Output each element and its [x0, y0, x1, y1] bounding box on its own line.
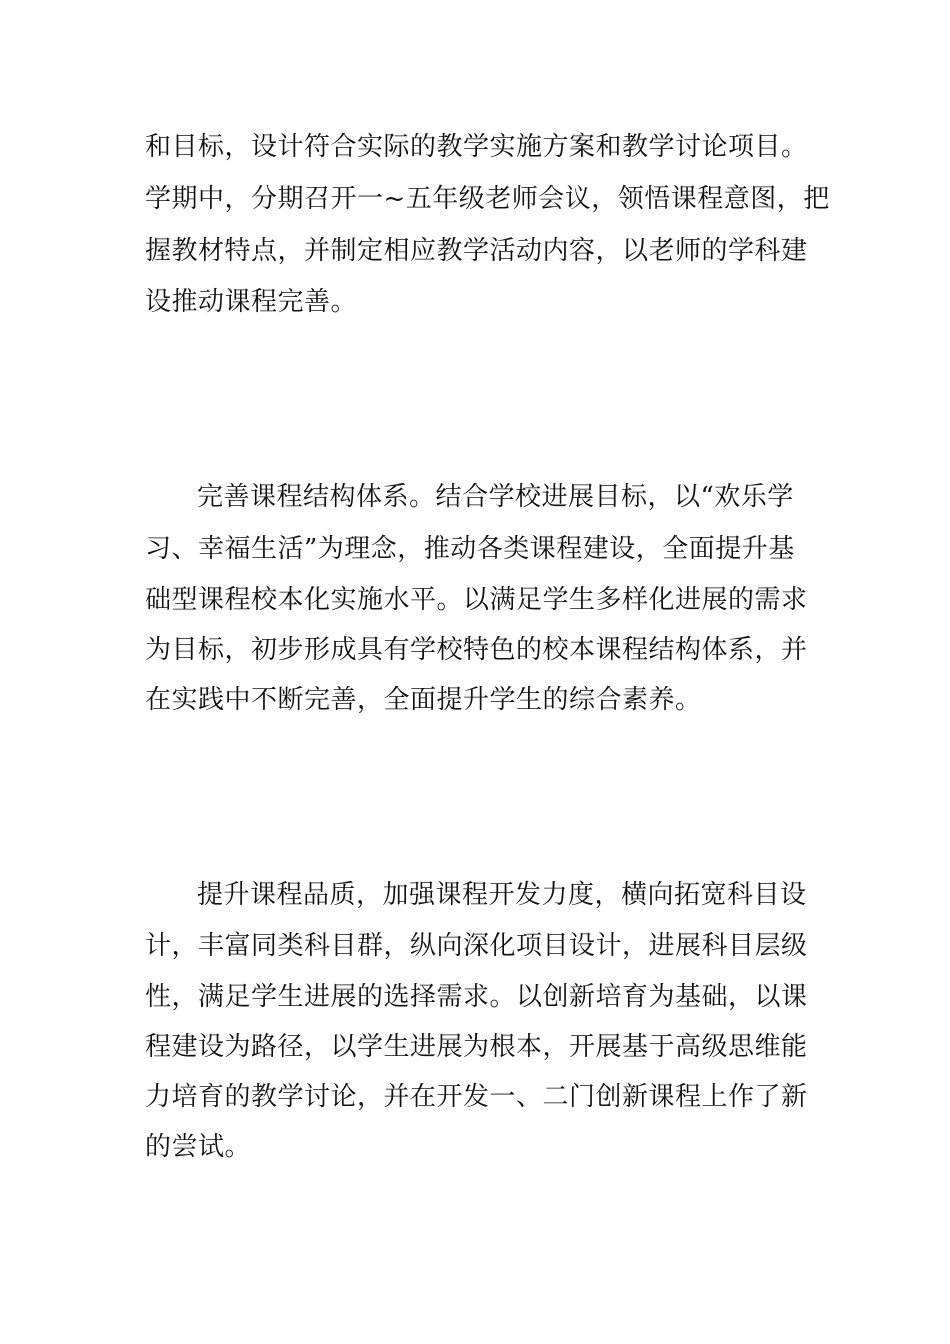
text-line: 为目标，初步形成具有学校特色的校本课程结构体系，并	[145, 635, 808, 665]
text-line: 握教材特点，并制定相应教学活动内容，以老师的学科建	[145, 236, 808, 266]
text-line: 习、幸福生活”为理念，推动各类课程建设，全面提升基	[145, 534, 795, 564]
text-line: 程建设为路径，以学生进展为根本，开展基于高级思维能	[145, 1032, 808, 1062]
text-line: 提升课程品质，加强课程开发力度，横向拓宽科目设	[197, 880, 807, 910]
text-line: 设推动课程完善。	[145, 287, 358, 317]
text-line: 学期中，分期召开一~五年级老师会议，领悟课程意图，把	[145, 184, 830, 214]
text-line: 在实践中不断完善，全面提升学生的综合素养。	[145, 685, 702, 715]
text-line: 完善课程结构体系。结合学校进展目标，以“欢乐学	[197, 482, 794, 512]
text-line: 的尝试。	[145, 1132, 252, 1162]
text-line: 础型课程校本化实施水平。以满足学生多样化进展的需求	[145, 585, 808, 615]
text-line: 力培育的教学讨论，并在开发一、二门创新课程上作了新	[145, 1082, 808, 1112]
text-line: 性，满足学生进展的选择需求。以创新培育为基础，以课	[145, 982, 808, 1012]
text-line: 计，丰富同类科目群，纵向深化项目设计，进展科目层级	[145, 931, 808, 961]
text-line: 和目标，设计符合实际的教学实施方案和教学讨论项目。	[145, 132, 808, 162]
